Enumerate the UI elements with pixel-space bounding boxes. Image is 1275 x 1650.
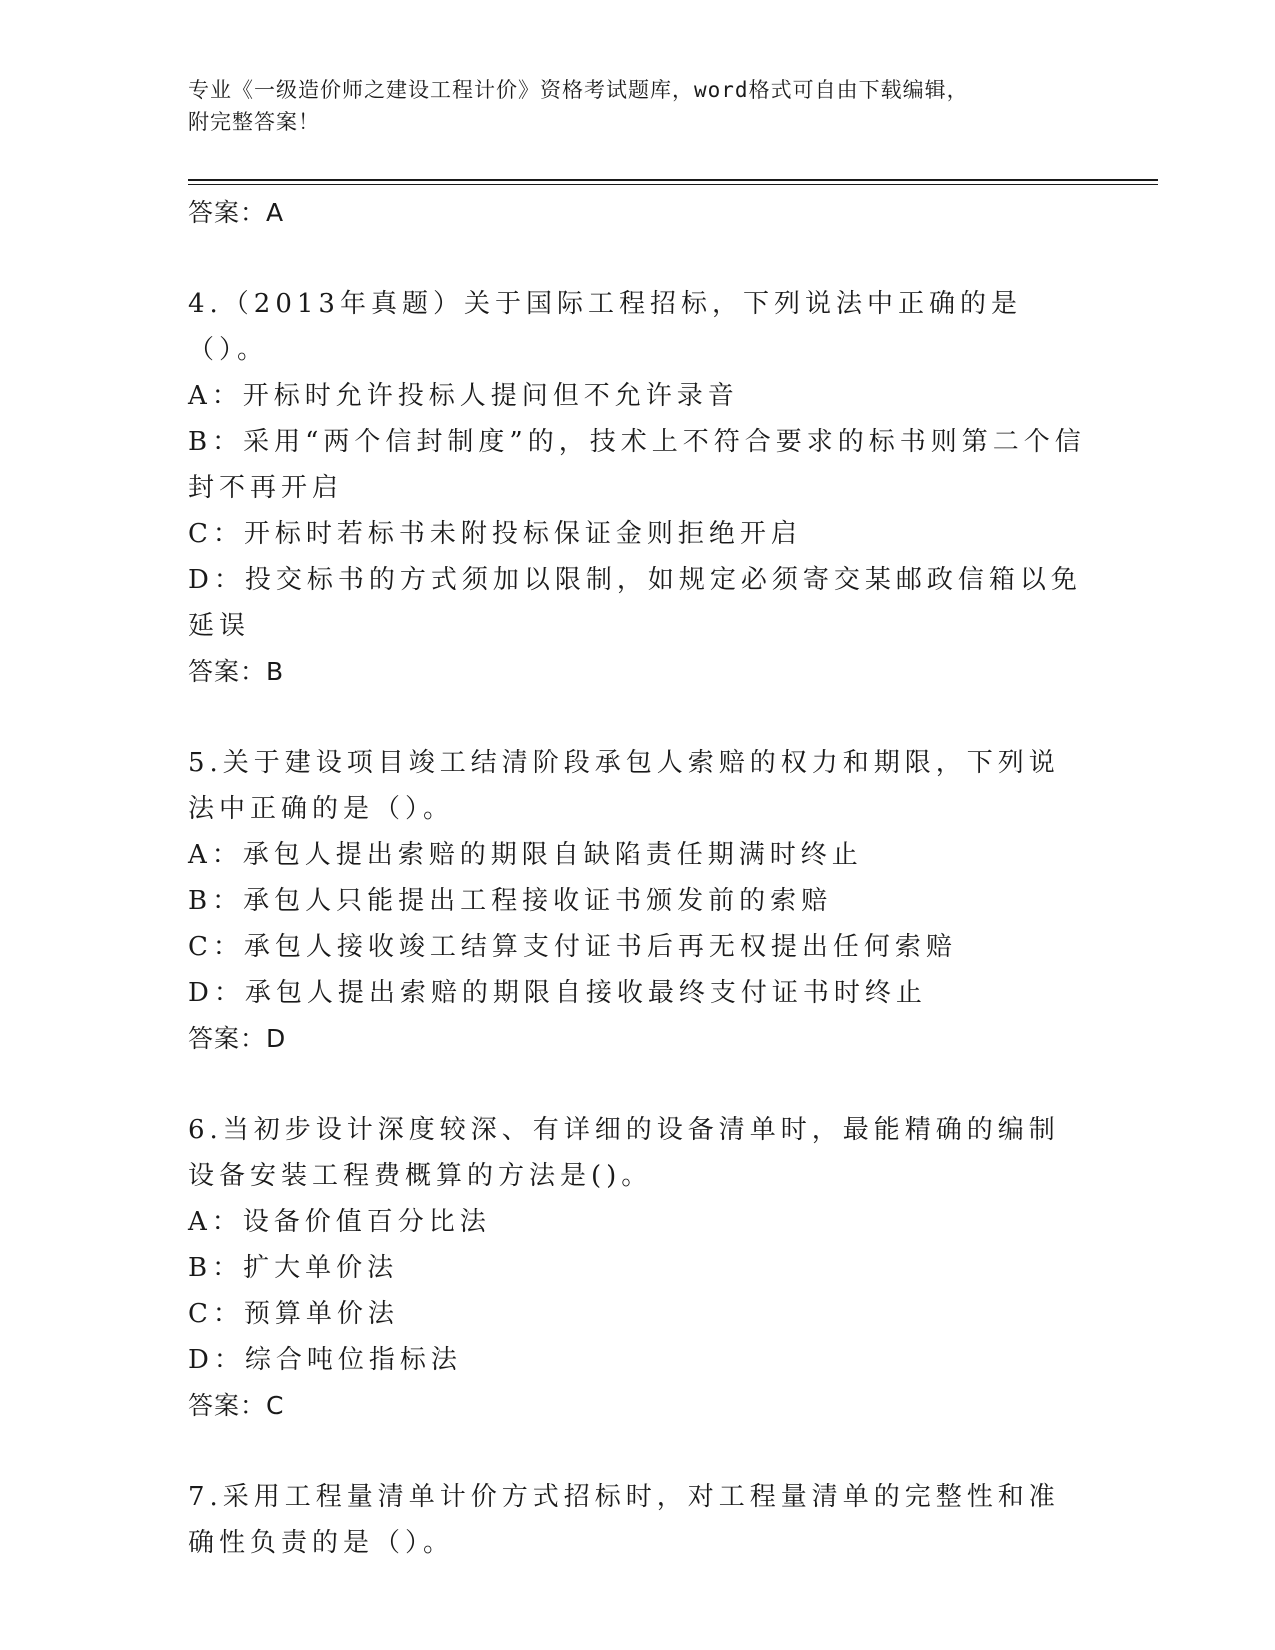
header-line-2: 附完整答案！ [188,110,320,134]
question-item [188,740,1088,1062]
option-d: D：承包人提出索赔的期限自接收最终支付证书时终止 [188,978,927,1008]
document-header [188,74,1088,138]
option-b: B：采用“两个信封制度”的，技术上不符合要求的标书则第二个信封不再开启 [188,427,1086,503]
spacer [188,1062,1088,1107]
option-d: D：投交标书的方式须加以限制，如规定必须寄交某邮政信箱以免延误 [188,565,1082,641]
question-item [188,1107,1088,1429]
answer-line: 答案：A [188,198,285,227]
answer-line: 答案：C [188,1391,285,1420]
question-list [188,190,1088,1566]
answer-line: 答案：B [188,657,285,686]
option-a: A：开标时允许投标人提问但不允许录音 [188,381,739,411]
question-stem: 7.采用工程量清单计价方式招标时，对工程量清单的完整性和准确性负责的是（）。 [188,1482,1060,1558]
option-b: B：承包人只能提出工程接收证书颁发前的索赔 [188,886,833,916]
option-c: C：承包人接收竣工结算支付证书后再无权提出任何索赔 [188,932,957,962]
spacer [188,1429,1088,1474]
question-item [188,281,1088,695]
option-c: C：开标时若标书未附投标保证金则拒绝开启 [188,519,802,549]
question-stem: 5.关于建设项目竣工结清阶段承包人索赔的权力和期限，下列说法中正确的是（）。 [188,748,1060,824]
header-line-1: 专业《一级造价师之建设工程计价》资格考试题库，word格式可自由下载编辑， [188,78,969,102]
answer-line: 答案：D [188,1024,287,1053]
spacer [188,236,1088,281]
question-stem: 6.当初步设计深度较深、有详细的设备清单时，最能精确的编制设备安装工程费概算的方法是()。 [188,1115,1060,1191]
option-d: D：综合吨位指标法 [188,1345,462,1375]
option-a: A：设备价值百分比法 [188,1207,491,1237]
question-item [188,1474,1088,1566]
spacer [188,695,1088,740]
question-stem: 4.（2013年真题）关于国际工程招标，下列说法中正确的是（）。 [188,289,1022,365]
header-divider-thick [188,179,1158,181]
option-c: C：预算单价法 [188,1299,399,1329]
header-divider-thin [188,184,1158,185]
option-b: B：扩大单价法 [188,1253,399,1283]
option-a: A：承包人提出索赔的期限自缺陷责任期满时终止 [188,840,863,870]
